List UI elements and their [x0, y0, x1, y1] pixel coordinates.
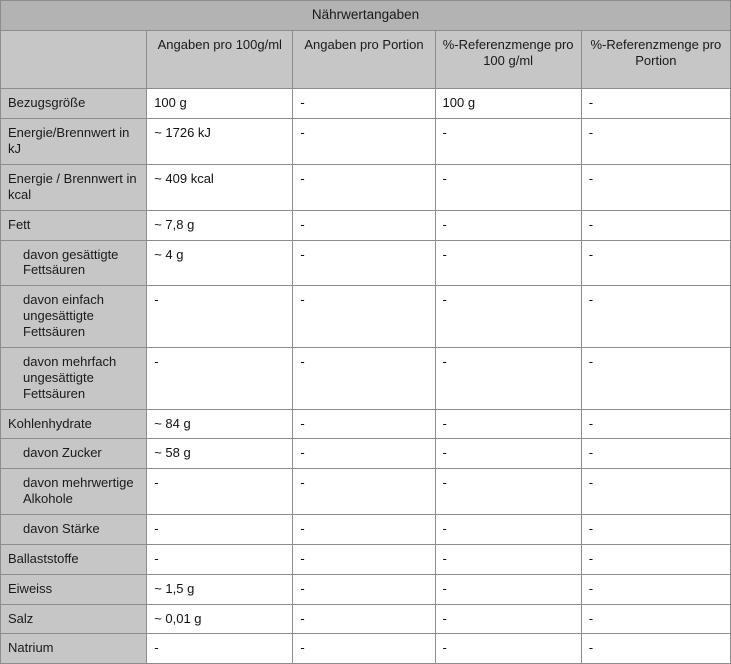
row-label: davon mehrfach ungesättigte Fettsäuren	[1, 347, 147, 409]
column-header-reference-per-100g: %-Referenzmenge pro 100 g/ml	[435, 31, 581, 89]
cell-value: -	[581, 409, 730, 439]
cell-value: ~ 58 g	[147, 439, 293, 469]
cell-value: -	[435, 409, 581, 439]
cell-value: -	[581, 286, 730, 348]
cell-value: -	[435, 240, 581, 286]
row-label: davon Stärke	[1, 514, 147, 544]
cell-value: -	[435, 469, 581, 515]
row-label: davon einfach ungesättigte Fettsäuren	[1, 286, 147, 348]
cell-value: ~ 7,8 g	[147, 210, 293, 240]
cell-value: -	[581, 347, 730, 409]
cell-value: -	[293, 165, 435, 211]
table-row	[1, 604, 731, 634]
table-body	[1, 89, 731, 664]
cell-value: -	[435, 210, 581, 240]
cell-value: -	[435, 604, 581, 634]
cell-value: -	[293, 544, 435, 574]
row-label: davon Zucker	[1, 439, 147, 469]
cell-value: -	[581, 165, 730, 211]
cell-value: -	[147, 469, 293, 515]
table-row	[1, 574, 731, 604]
cell-value: -	[581, 89, 730, 119]
column-header-label	[1, 31, 147, 89]
table-row	[1, 409, 731, 439]
cell-value: -	[293, 210, 435, 240]
cell-value: -	[293, 286, 435, 348]
cell-value: -	[435, 634, 581, 664]
cell-value: ~ 0,01 g	[147, 604, 293, 634]
cell-value: -	[293, 89, 435, 119]
table-title-row	[1, 1, 731, 31]
cell-value: -	[293, 634, 435, 664]
row-label: Fett	[1, 210, 147, 240]
cell-value: -	[293, 514, 435, 544]
row-label: Energie/Brennwert in kJ	[1, 119, 147, 165]
row-label: Ballaststoffe	[1, 544, 147, 574]
column-header-reference-per-portion: %-Referenzmenge pro Portion	[581, 31, 730, 89]
row-label: Energie / Brennwert in kcal	[1, 165, 147, 211]
cell-value: 100 g	[435, 89, 581, 119]
cell-value: -	[435, 544, 581, 574]
cell-value: -	[293, 469, 435, 515]
cell-value: -	[581, 604, 730, 634]
cell-value: -	[581, 574, 730, 604]
row-label: Bezugsgröße	[1, 89, 147, 119]
cell-value: -	[435, 439, 581, 469]
table-row	[1, 469, 731, 515]
cell-value: ~ 84 g	[147, 409, 293, 439]
cell-value: 100 g	[147, 89, 293, 119]
table-row	[1, 286, 731, 348]
cell-value: -	[435, 574, 581, 604]
cell-value: -	[293, 409, 435, 439]
table-row	[1, 89, 731, 119]
table-row	[1, 119, 731, 165]
cell-value: -	[293, 119, 435, 165]
table-row	[1, 514, 731, 544]
row-label: Kohlenhydrate	[1, 409, 147, 439]
cell-value: -	[293, 347, 435, 409]
table-row	[1, 544, 731, 574]
cell-value: -	[147, 347, 293, 409]
cell-value: -	[581, 469, 730, 515]
table-row	[1, 210, 731, 240]
cell-value: -	[293, 604, 435, 634]
row-label: davon mehrwertige Alkohole	[1, 469, 147, 515]
cell-value: -	[581, 544, 730, 574]
table-row	[1, 439, 731, 469]
cell-value: -	[147, 514, 293, 544]
cell-value: ~ 4 g	[147, 240, 293, 286]
cell-value: -	[293, 439, 435, 469]
cell-value: -	[435, 165, 581, 211]
table-row	[1, 347, 731, 409]
cell-value: -	[147, 544, 293, 574]
cell-value: ~ 1726 kJ	[147, 119, 293, 165]
row-label: Salz	[1, 604, 147, 634]
cell-value: -	[435, 119, 581, 165]
cell-value: -	[581, 210, 730, 240]
cell-value: -	[435, 347, 581, 409]
cell-value: ~ 1,5 g	[147, 574, 293, 604]
table-row	[1, 634, 731, 664]
table-row	[1, 240, 731, 286]
cell-value: -	[147, 286, 293, 348]
cell-value: -	[435, 286, 581, 348]
table-header-row	[1, 31, 731, 89]
cell-value: -	[293, 574, 435, 604]
table-title: Nährwertangaben	[1, 1, 731, 31]
column-header-per-portion: Angaben pro Portion	[293, 31, 435, 89]
cell-value: -	[293, 240, 435, 286]
cell-value: -	[581, 240, 730, 286]
table-row	[1, 165, 731, 211]
cell-value: -	[435, 514, 581, 544]
cell-value: -	[581, 119, 730, 165]
row-label: Natrium	[1, 634, 147, 664]
cell-value: -	[581, 514, 730, 544]
cell-value: ~ 409 kcal	[147, 165, 293, 211]
column-header-per-100g: Angaben pro 100g/ml	[147, 31, 293, 89]
row-label: davon gesättigte Fettsäuren	[1, 240, 147, 286]
row-label: Eiweiss	[1, 574, 147, 604]
cell-value: -	[581, 439, 730, 469]
cell-value: -	[581, 634, 730, 664]
cell-value: -	[147, 634, 293, 664]
